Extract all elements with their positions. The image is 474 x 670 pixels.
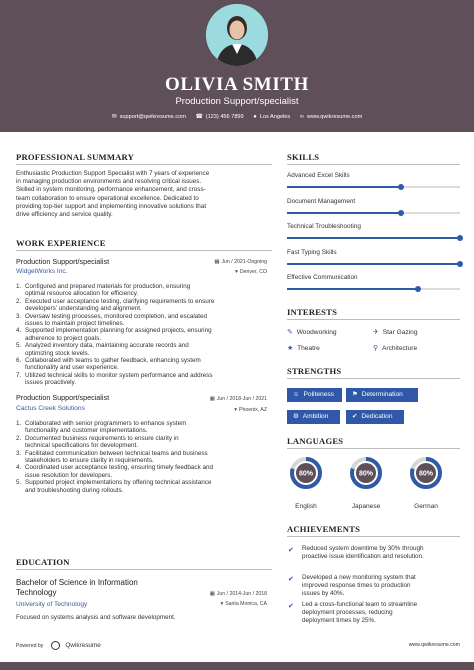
- education-heading: EDUCATION: [16, 557, 70, 567]
- calendar-icon: ▦: [214, 259, 220, 265]
- language-name: English: [295, 503, 317, 510]
- strength-label: Politeness: [303, 391, 334, 398]
- summary-divider: [16, 164, 272, 165]
- job1-location-text: Denver, CO: [239, 269, 267, 275]
- determination-icon: ⚑: [352, 391, 358, 398]
- achievement-icon: ✔: [288, 547, 294, 554]
- education-focus: Focused on systems analysis and software development.: [16, 614, 176, 621]
- dedication-icon: ✔: [352, 413, 358, 420]
- job1-company[interactable]: WidgetWorks Inc.: [16, 268, 68, 275]
- job2-responsibilities: [16, 420, 274, 494]
- skill-level-bar: [287, 186, 460, 188]
- skill-level-knob: [457, 235, 463, 241]
- strength-badge-dedication: [346, 410, 404, 424]
- website-text: www.qwikresume.com: [306, 114, 363, 120]
- responsibility-line: 1. Configured and prepared materials for production, ensuring: [16, 283, 191, 290]
- svg-text:80%: 80%: [298, 470, 314, 478]
- smile-icon: ☺: [293, 391, 300, 398]
- summary-line: Skilled in system monitoring, performance enhancement, and cross-: [16, 186, 206, 194]
- responsibility-line: issues to maintain project timelines.: [25, 320, 125, 328]
- svg-text:80%: 80%: [358, 470, 374, 478]
- job2-dates: [210, 396, 267, 402]
- responsibility-line: adherence to project goals.: [25, 334, 101, 342]
- brand-name[interactable]: Qwikresume: [65, 641, 101, 649]
- interest-theatre: [287, 344, 320, 352]
- languages-divider: [287, 448, 460, 449]
- responsibility-line: and troubleshooting during rollouts.: [25, 486, 124, 494]
- achievement-text: [302, 545, 464, 561]
- interests-divider: [287, 319, 460, 320]
- phone-icon: ☎: [195, 114, 203, 120]
- candidate-title: Production Support/specialist: [175, 96, 299, 107]
- skill-level-fill: [287, 186, 401, 188]
- achievement-line: Developed a new monitoring system that: [302, 574, 416, 581]
- achievement-icon: ✔: [288, 603, 294, 610]
- achievement-line: Reduced system downtime by 30% through: [302, 545, 424, 552]
- achievement-line: improved response times to production: [302, 581, 411, 589]
- skill-level-knob: [415, 286, 421, 292]
- qwikresume-logo-icon: [51, 641, 60, 650]
- strength-badge-ambition: [287, 410, 340, 424]
- interests-heading: INTERESTS: [287, 307, 338, 317]
- contact-bar: [0, 114, 474, 120]
- contact-email[interactable]: [112, 114, 186, 120]
- location-pin-icon: ▾: [220, 601, 224, 607]
- job2-title: Production Support/specialist: [16, 393, 110, 402]
- achievement-line: proactive issue identification and resolution.: [302, 552, 424, 560]
- skill-level-bar: [287, 288, 460, 290]
- degree-line-1: Bachelor of Science in Information: [16, 578, 138, 587]
- responsibility-line: 4. Coordinated user acceptance testing, ensuring timely feedback and: [16, 464, 213, 472]
- calendar-icon: ▦: [209, 396, 215, 402]
- responsibility-line: 2. Executed user acceptance testing, clarifying requirements to ensure: [16, 297, 215, 305]
- skill-level-fill: [287, 212, 401, 214]
- responsibility-line: 4. Supported implementation planning for assigned projects, ensuring: [16, 327, 212, 335]
- responsibility-line: developers' understanding and alignment.: [25, 305, 142, 313]
- summary-line: team collaboration to ensure operational excellence. Dedicated to: [16, 194, 199, 202]
- skill-label: Fast Typing Skills: [287, 248, 337, 256]
- interest-label: Star Gazing: [382, 329, 418, 336]
- education-location: [220, 601, 267, 607]
- strength-badge-politeness: [287, 388, 342, 402]
- woodworking-icon: ✎: [287, 329, 293, 336]
- footer-bar: [0, 662, 474, 670]
- school-name[interactable]: University of Technology: [16, 601, 88, 608]
- summary-line: in managing production environments and resolving critical issues.: [16, 178, 202, 186]
- contact-location: [253, 114, 290, 120]
- summary-heading: PROFESSIONAL SUMMARY: [16, 152, 135, 162]
- achievement-line: issues by 40%.: [302, 589, 345, 597]
- job1-dates-text: Jun / 2021-Ongoing: [221, 259, 267, 265]
- achievement-text: [302, 574, 464, 597]
- achievement-line: Led a cross-functional team to streamline: [302, 601, 418, 608]
- skill-label: Document Management: [287, 197, 356, 205]
- experience-heading: WORK EXPERIENCE: [16, 238, 106, 248]
- skill-level-fill: [287, 263, 460, 265]
- job1-title: Production Support/specialist: [16, 257, 110, 266]
- interest-woodworking: [287, 328, 337, 336]
- architecture-icon: ⚲: [373, 345, 378, 352]
- skill-level-fill: [287, 237, 460, 239]
- responsibility-line: 3. Oversaw testing processes, monitored completion, and escalated: [16, 312, 208, 320]
- responsibility-line: issue resolution for developers.: [25, 471, 113, 479]
- strength-label: Determination: [361, 391, 403, 398]
- skill-level-fill: [287, 288, 418, 290]
- candidate-name: OLIVIA SMITH: [165, 74, 309, 95]
- achievements-heading: ACHIEVEMENTS: [287, 524, 361, 534]
- job2-location: [234, 407, 267, 413]
- job2-company[interactable]: Cactus Creek Solutions: [16, 405, 85, 412]
- skill-level-bar: [287, 212, 460, 214]
- responsibility-line: 5. Supported project implementations by offering technical assistance: [16, 479, 212, 487]
- skill-label: Technical Troubleshooting: [287, 223, 361, 230]
- job2-dates-text: Jun / 2018-Jun / 2021: [216, 396, 267, 402]
- achievement-line: deployment processes, reducing: [302, 608, 393, 616]
- languages-heading: LANGUAGES: [287, 436, 344, 446]
- powered-by-text: Powered by: [16, 642, 44, 649]
- job1-responsibilities: [16, 283, 274, 387]
- responsibility-line: 6. Collaborated with teams to gather feedback, enhancing system: [16, 357, 201, 365]
- footer-powered-by: [16, 641, 101, 650]
- resume-header: [0, 0, 474, 132]
- responsibility-line: functionality and user experience.: [25, 364, 119, 372]
- education-divider: [16, 569, 272, 570]
- responsibility-line: functionality and customer implementations.: [25, 427, 148, 435]
- summary-line: Enthusiastic Production Support Specialist with 7 years of experience: [16, 170, 210, 177]
- location-text: Los Angeles: [259, 114, 291, 120]
- email-text: support@qwikresume.com: [119, 114, 186, 120]
- telescope-icon: ✈: [373, 329, 379, 336]
- achievement-text: [302, 601, 464, 624]
- responsibility-line: optimal resource allocation for efficiency.: [25, 290, 139, 298]
- skill-level-bar: [287, 237, 460, 239]
- phone-text: (123) 456 7899: [205, 114, 244, 120]
- skill-level-knob: [398, 184, 404, 190]
- responsibility-line: 7. Utilized technical skills to monitor system performance and address: [16, 371, 213, 379]
- interest-label: Theatre: [297, 345, 320, 352]
- interest-star-gazing: [373, 328, 418, 336]
- summary-text: [16, 170, 274, 219]
- skills-divider: [287, 164, 460, 165]
- responsibility-line: stakeholders to ensure clarity in requirements.: [25, 457, 154, 465]
- responsibility-line: 1. Collaborated with senior programmers to enhance system: [16, 420, 187, 427]
- summary-line: drive efficiency and service quality.: [16, 211, 113, 219]
- job1-location: [235, 269, 267, 275]
- strengths-divider: [287, 378, 460, 379]
- profile-photo: [206, 4, 268, 66]
- language-proficiency-ring: [409, 456, 443, 490]
- svg-text:80%: 80%: [418, 470, 434, 478]
- language-proficiency-ring: [289, 456, 323, 490]
- achievement-icon: ✔: [288, 576, 294, 583]
- achievements-divider: [287, 536, 460, 537]
- experience-divider: [16, 250, 272, 251]
- education-location-text: Santa Monica, CA: [225, 601, 267, 607]
- language-name: German: [414, 503, 438, 510]
- responsibility-line: 5. Analyzed inventory data, maintaining accurate records and: [16, 342, 189, 350]
- skill-level-bar: [287, 263, 460, 265]
- language-name: Japanese: [351, 503, 381, 510]
- achievement-line: deployment times by 25%.: [302, 616, 376, 624]
- interest-label: Woodworking: [296, 329, 337, 336]
- education-dates: [210, 591, 267, 597]
- responsibility-line: 2. Documented business requirements to ensure clarity in: [16, 434, 179, 442]
- degree: [16, 578, 138, 597]
- education-dates-text: Jun / 2014-Jun / 2018: [216, 591, 267, 597]
- language-proficiency-ring: [349, 456, 383, 490]
- skill-level-knob: [457, 261, 463, 267]
- interest-architecture: [373, 344, 417, 352]
- strengths-heading: STRENGTHS: [287, 366, 342, 376]
- footer-website[interactable]: www.qwikresume.com: [408, 642, 460, 648]
- contact-phone[interactable]: [195, 114, 243, 120]
- skill-label: Advanced Excel Skills: [287, 172, 350, 179]
- ambition-icon: ⚙: [293, 413, 299, 420]
- link-icon: ∞: [299, 114, 304, 120]
- contact-website[interactable]: [300, 114, 362, 120]
- location-pin-icon: ▾: [235, 269, 238, 275]
- skills-heading: SKILLS: [287, 152, 320, 162]
- degree-line-2: Technology: [16, 587, 57, 597]
- responsibility-line: 3. Facilitated communication between technical teams and business: [16, 449, 208, 457]
- responsibility-line: technical specifications for development.: [25, 442, 139, 450]
- responsibility-line: issues proactively.: [25, 379, 76, 387]
- strength-label: Dedication: [361, 413, 393, 420]
- location-pin-icon: ▾: [234, 407, 238, 413]
- strength-label: Ambition: [302, 413, 329, 420]
- envelope-icon: ✉: [111, 114, 117, 120]
- interest-label: Architecture: [381, 345, 418, 352]
- calendar-icon: ▦: [209, 591, 215, 597]
- job2-location-text: Phoenix, AZ: [239, 407, 267, 413]
- responsibility-line: optimizing stock levels.: [25, 349, 90, 357]
- theatre-icon: ★: [287, 345, 294, 352]
- skill-label: Effective Communication: [287, 274, 358, 281]
- skill-level-knob: [398, 210, 404, 216]
- job1-dates: [214, 259, 267, 265]
- location-pin-icon: ●: [253, 114, 257, 120]
- summary-line: providing top-tier support and implementing innovative solutions that: [16, 202, 207, 210]
- strength-badge-determination: [346, 388, 418, 402]
